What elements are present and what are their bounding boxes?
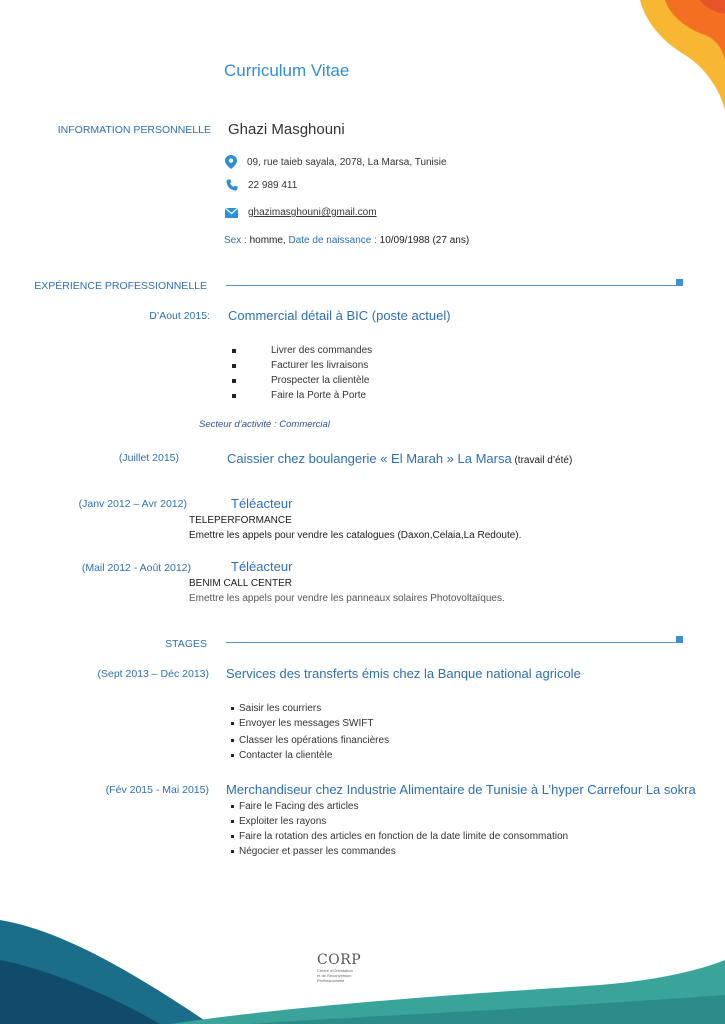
phone-text: 22 989 411 bbox=[248, 180, 298, 191]
stage-date: (Sept 2013 – Déc 2013) bbox=[97, 668, 209, 680]
job-title: Commercial détail à BIC (poste actuel) bbox=[228, 308, 451, 323]
stage-date: (Fév 2015 - Mai 2015) bbox=[105, 784, 209, 796]
job-title: Caissier chez boulangerie « El Marah » La Marsa bbox=[227, 451, 512, 466]
stages-rule bbox=[226, 642, 678, 643]
birth-label: Date de naissance : bbox=[285, 235, 377, 246]
stages-rule-marker bbox=[676, 636, 683, 643]
document-title: Curriculum Vitae bbox=[224, 61, 350, 80]
corp-logo bbox=[317, 952, 377, 983]
stage-title: Merchandiseur chez Industrie Alimentaire de Tunisie à L’hyper Carrefour La sokra bbox=[226, 782, 696, 797]
job-date: (Mail 2012 - Août 2012) bbox=[81, 562, 191, 574]
list-item: Contacter la clientèle bbox=[231, 748, 531, 763]
email-icon bbox=[225, 208, 238, 218]
list-item: Saisir les courriers bbox=[231, 701, 531, 716]
stage-task-list bbox=[231, 799, 651, 859]
job-heading bbox=[227, 450, 572, 468]
stage-title: Services des transferts émis chez la Banque national agricole bbox=[226, 666, 581, 681]
list-item: Livrer des commandes bbox=[232, 343, 532, 358]
stage-task-list bbox=[231, 701, 531, 763]
corp-logo-subtitle-3: Professionnelle bbox=[317, 978, 345, 983]
top-right-decoration bbox=[625, 0, 725, 120]
job-date: (Juillet 2015) bbox=[118, 452, 179, 464]
list-item: Négocier et passer les commandes bbox=[231, 844, 651, 859]
job-company: TELEPERFORMANCE bbox=[189, 515, 292, 526]
job-title-suffix: (travail d’été) bbox=[511, 455, 573, 466]
section-label-personal: INFORMATION PERSONNELLE bbox=[57, 124, 211, 136]
section-label-stages: STAGES bbox=[165, 638, 207, 650]
job-description: Emettre les appels pour vendre les panneaux solaires Photovoltaïques. bbox=[189, 593, 505, 604]
candidate-name: Ghazi Masghouni bbox=[228, 121, 345, 138]
list-item: Classer les opérations financières bbox=[231, 733, 531, 748]
list-item: Faire le Facing des articles bbox=[231, 799, 651, 814]
experience-rule-marker bbox=[676, 279, 683, 286]
job-title: Téléacteur bbox=[231, 496, 293, 511]
birth-value: 10/09/1988 (27 ans) bbox=[376, 235, 470, 246]
corp-logo-subtitle-1: Centre d’Orientation bbox=[317, 968, 353, 973]
job-task-list bbox=[232, 343, 532, 403]
location-pin-icon bbox=[225, 155, 237, 169]
sex-value: homme, bbox=[246, 235, 286, 246]
list-item: Exploiter les rayons bbox=[231, 814, 651, 829]
section-label-experience: EXPÉRIENCE PROFESSIONNELLE bbox=[34, 280, 207, 292]
job-description: Emettre les appels pour vendre les catalogues (Daxon,Celaia,La Redoute). bbox=[189, 530, 522, 541]
corp-logo-text: CORP bbox=[317, 952, 362, 968]
corp-logo-subtitle-2: et de Reconversion bbox=[317, 973, 352, 978]
job-company: BENIM CALL CENTER bbox=[189, 578, 292, 589]
phone-icon bbox=[226, 179, 238, 191]
sex-label: Sex : bbox=[224, 235, 247, 246]
list-item: Faire la rotation des articles en fonction de la date limite de consommation bbox=[231, 829, 651, 844]
job-date: D’Aout 2015: bbox=[149, 310, 210, 322]
birth-info bbox=[224, 235, 469, 246]
list-item: Prospecter la clientèle bbox=[232, 373, 532, 388]
job-date: (Janv 2012 – Avr 2012) bbox=[78, 498, 187, 510]
list-item: Envoyer les messages SWIFT bbox=[231, 716, 531, 731]
experience-rule bbox=[226, 285, 678, 286]
job-title: Téléacteur bbox=[231, 559, 293, 574]
email-link[interactable]: ghazimasghouni@gmail.com bbox=[248, 207, 377, 218]
list-item: Faire la Porte à Porte bbox=[232, 388, 532, 403]
list-item: Facturer les livraisons bbox=[232, 358, 532, 373]
address-text: 09, rue taieb sayala, 2078, La Marsa, Tunisie bbox=[247, 157, 447, 168]
job-sector: Secteur d’activité : Commercial bbox=[199, 419, 330, 430]
